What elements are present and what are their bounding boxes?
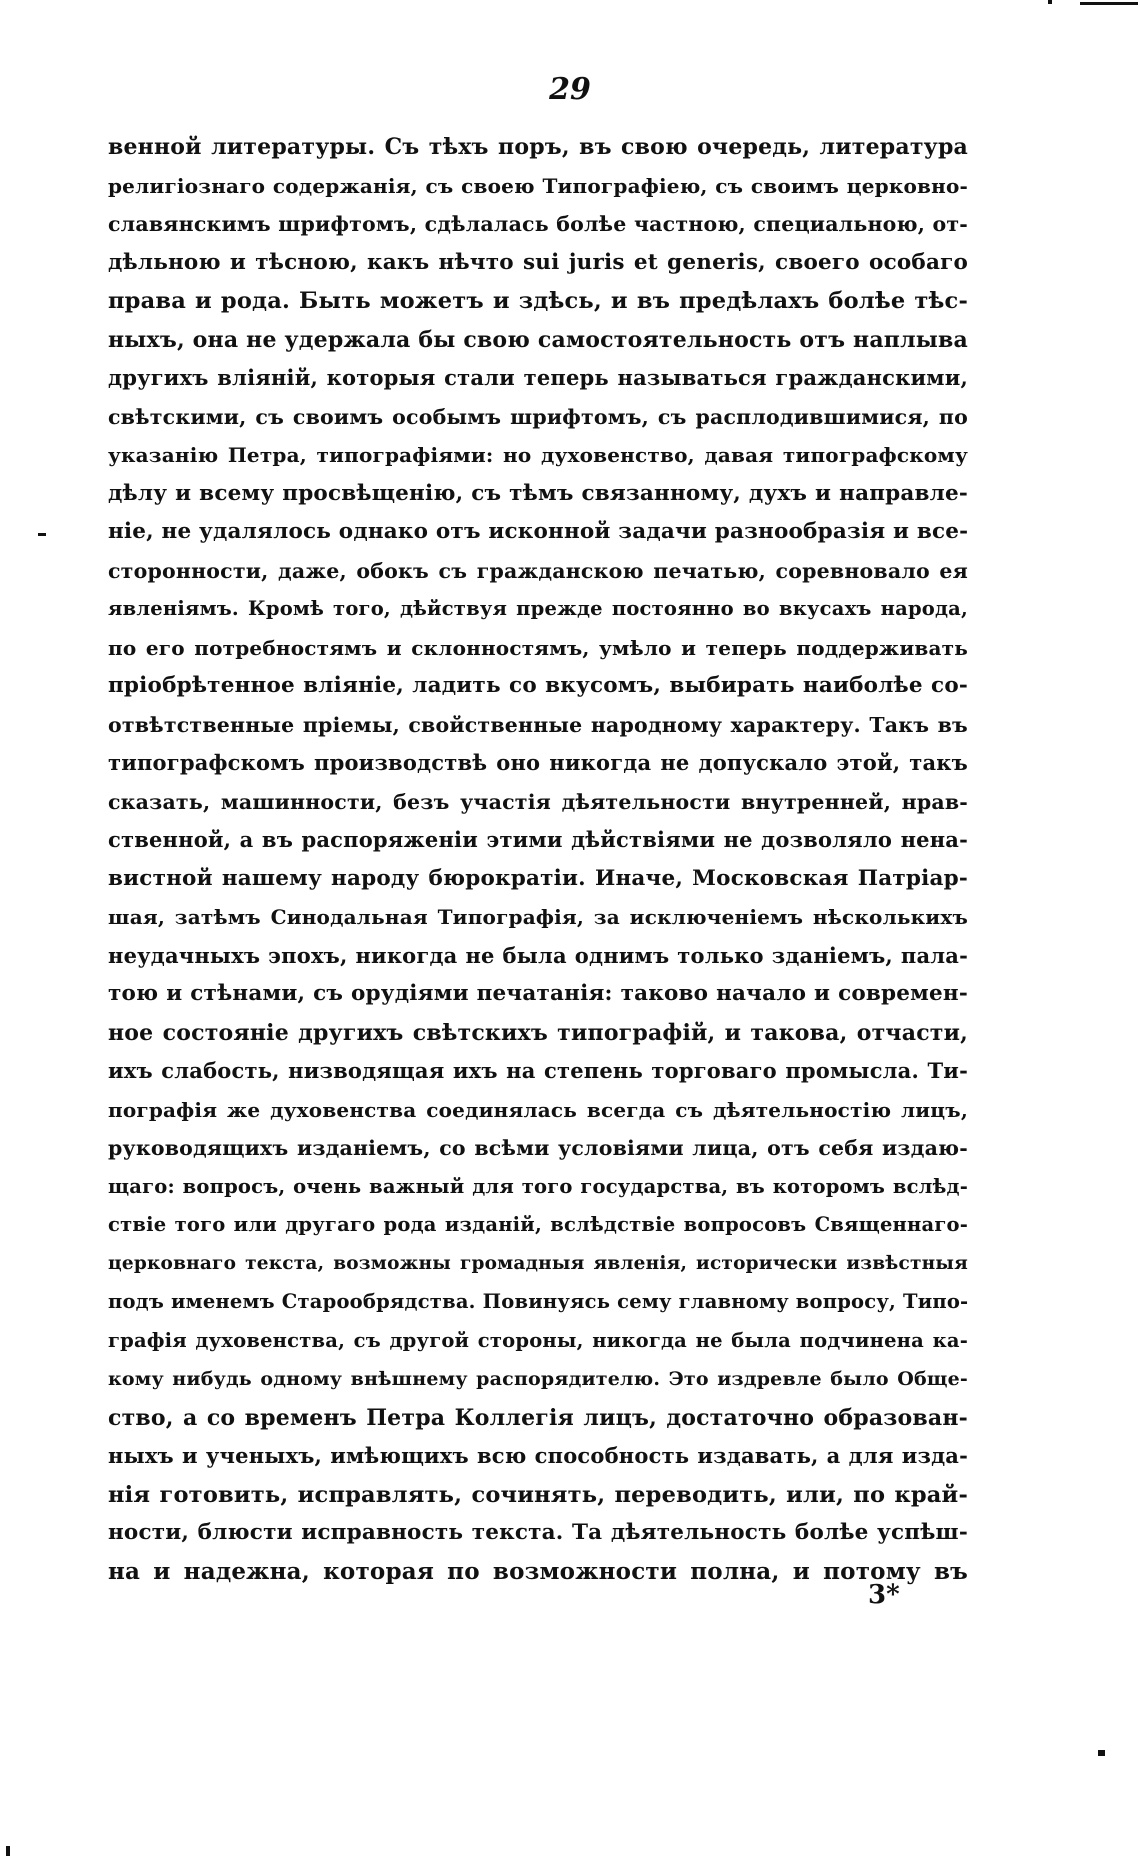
text-line: вистной нашему народу бюрократіи. Иначе, Московская Патріар- — [108, 865, 968, 891]
text-line: права и рода. Быть можетъ и здѣсь, и въ предѣлахъ болѣе тѣс- — [108, 288, 968, 314]
text-line: ство, а со временъ Петра Коллегія лицъ, достаточно образован- — [108, 1404, 968, 1431]
text-line: типографскомъ производствѣ оно никогда не допускало этой, такъ — [108, 750, 968, 775]
text-line: тою и стѣнами, съ орудіями печатанія: таково начало и современ- — [108, 981, 968, 1006]
text-line: нія готовить, исправлять, сочинять, переводить, или, по край- — [108, 1481, 968, 1508]
body-text — [108, 128, 968, 1591]
signature-mark: 3* — [868, 1580, 900, 1610]
text-line: ствіе того или другаго рода изданій, вслѣдствіе вопросовъ Священнаго- — [108, 1213, 968, 1236]
text-line: другихъ вліяній, которыя стали теперь называться гражданскими, — [108, 365, 968, 390]
text-line: славянскимъ шрифтомъ, сдѣлалась болѣе частною, специальною, от- — [108, 212, 968, 236]
text-line: ное состояніе другихъ свѣтскихъ типографій, и такова, отчасти, — [108, 1019, 968, 1046]
text-line: пріобрѣтенное вліяніе, ладить со вкусомъ, выбирать наиболѣе со- — [108, 673, 968, 698]
text-line: церковнаго текста, возможны громадныя явленія, исторически извѣстныя — [108, 1252, 968, 1274]
text-line: ныхъ, она не удержала бы свою самостоятельность отъ наплыва — [108, 326, 968, 353]
text-line: неудачныхъ эпохъ, никогда не была однимъ только зданіемъ, пала- — [108, 942, 968, 968]
text-line: сказать, машинности, безъ участія дѣятельности внутренней, нрав- — [108, 789, 968, 814]
page-number: 29 — [549, 72, 591, 107]
text-line: ныхъ и ученыхъ, имѣющихъ всю способность издавать, а для изда- — [108, 1443, 968, 1468]
text-line: подъ именемъ Старообрядства. Повинуясь сему главному вопросу, Типо- — [108, 1290, 969, 1313]
text-line: сторонности, даже, обокъ съ гражданскою печатью, соревновало ея — [108, 558, 968, 583]
scan-edge-mark — [6, 1846, 10, 1856]
text-line: графія духовенства, съ другой стороны, никогда не была подчинена ка- — [108, 1328, 968, 1352]
scan-speck — [1048, 0, 1052, 4]
text-line: ніе, не удалялось однако отъ исконной задачи разнообразія и все- — [108, 519, 969, 544]
text-line: щаго: вопросъ, очень важный для того государства, въ которомъ вслѣд- — [108, 1174, 968, 1198]
text-line: ности, блюсти исправность текста. Та дѣятельность болѣе успѣш- — [108, 1520, 968, 1545]
margin-mark — [38, 533, 46, 536]
text-line: ственной, а въ распоряженіи этими дѣйствіями не дозволяло нена- — [108, 827, 968, 852]
text-line: ихъ слабость, низводящая ихъ на степень торговаго промысла. Ти- — [108, 1058, 968, 1083]
text-line: отвѣтственные пріемы, свойственные народному характеру. Такъ въ — [108, 712, 968, 737]
text-line: религіознаго содержанія, съ своею Типографіею, съ своимъ церковно- — [108, 173, 968, 198]
text-line: свѣтскими, съ своимъ особымъ шрифтомъ, съ расплодившимися, по — [108, 404, 968, 429]
text-line: по его потребностямъ и склонностямъ, умѣло и теперь поддерживать — [108, 635, 968, 660]
text-line: пографія же духовенства соединялась всегда съ дѣятельностію лицъ, — [108, 1097, 968, 1122]
scan-edge-mark — [1080, 2, 1138, 5]
text-line: на и надежна, которая по возможности полна, и потому въ — [108, 1557, 968, 1585]
text-line: венной литературы. Съ тѣхъ поръ, въ свою очередь, литература — [108, 134, 968, 160]
margin-mark — [1098, 1750, 1105, 1756]
text-line: шая, затѣмъ Синодальная Типографія, за исключеніемъ нѣсколькихъ — [108, 905, 968, 929]
text-line: явленіямъ. Кромѣ того, дѣйствуя прежде постоянно во вкусахъ народа, — [108, 597, 968, 620]
text-line: кому нибудь одному внѣшнему распорядителю. Это издревле было Обще- — [108, 1368, 968, 1390]
text-line: указанію Петра, типографіями: но духовенство, давая типографскому — [108, 443, 968, 467]
text-line: дѣлу и всему просвѣщенію, съ тѣмъ связанному, духъ и направле- — [108, 480, 968, 506]
text-line: руководящихъ изданіемъ, со всѣми условіями лица, отъ себя издаю- — [108, 1136, 968, 1160]
text-line: дѣльною и тѣсною, какъ нѣчто sui juris et generis, своего особаго — [108, 249, 968, 275]
